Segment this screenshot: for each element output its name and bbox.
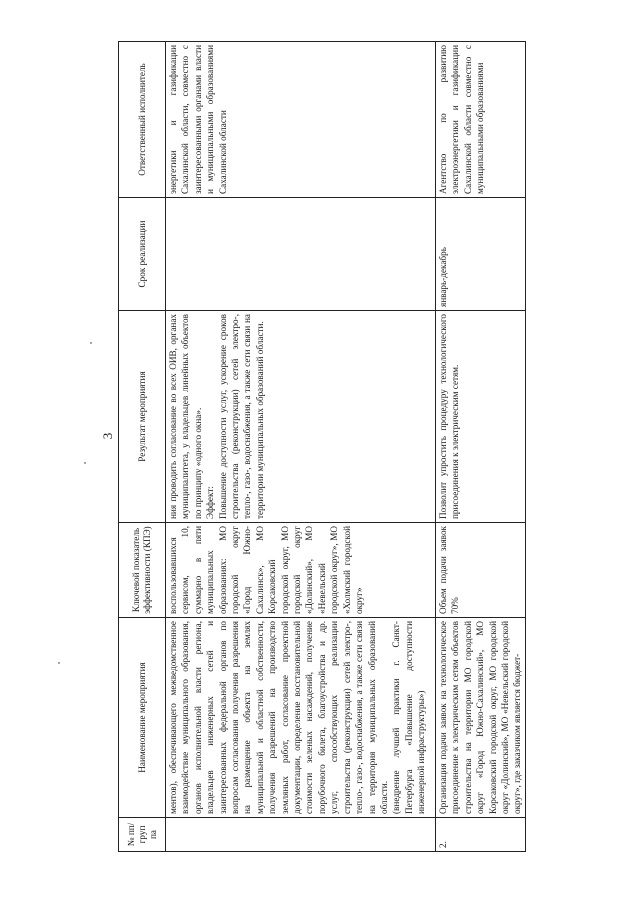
- table-row: [436, 42, 526, 852]
- header-responsible: Ответственный исполнитель: [119, 42, 166, 198]
- header-name: Наименование мероприятия: [119, 618, 166, 818]
- cell-result-effect-text: Повышение доступности услуг, ускорение сроков строительства (реконструкции) сетей электро-, тепло-, газо-, водоснабжения, а также сети связи на территории муниципальных образований области.: [217, 314, 265, 519]
- cell-name: [166, 618, 436, 818]
- header-kpi: Ключевой показатель эффективности (КПЭ): [119, 523, 166, 618]
- cell-result-effect-label: Эффект:: [205, 486, 216, 519]
- cell-responsible: энергетики и газификации Сахалинской области, совместно с заинтересованными органами власти и муниципальными образованиями Сахалинской области: [166, 42, 436, 198]
- cell-kpi: воспользовавшихся сервисом, 10, суммарно в пяти муниципальных образованиях: МО городской округ «Город Южно-Сахалинск», МО Корсаковский городской округ, МО городской округ «Долинский», МО «Невельский городской округ», МО «Холмский городской округ»: [166, 523, 436, 618]
- page-number: 3: [100, 432, 115, 440]
- cell-term: [166, 198, 436, 311]
- cell-name-note: (внедрение лучшей практики г. Санкт-Петербурга «Повышение доступности инженерной инфраструктуры»): [391, 621, 427, 814]
- cell-responsible: Агентство по развитию электроэнергетики и газификации Сахалинской области совместно с муниципальными образованиями: [436, 42, 526, 198]
- action-plan-table: [118, 41, 526, 852]
- header-num: № пп/ груп па: [119, 818, 166, 852]
- table-row: [166, 42, 436, 852]
- cell-result-text: ния проводить согласование во всех ОИВ, органах муниципалитета, у владельцев линейных объектов по принципу «одного окна».: [168, 314, 203, 519]
- cell-result: Позволит упростить процедуру технологического присоединения к электрическим сетям.: [436, 311, 526, 523]
- table-header-row: [119, 42, 166, 852]
- cell-num: [166, 818, 436, 852]
- header-result: Результат мероприятия: [119, 311, 166, 523]
- rotated-table-container: [118, 42, 523, 852]
- cell-name-text: ментов), обеспечивающего межведомственное взаимодействие муниципального образования, органов исполнительной власти региона, владельцев инженерных сетей и заинтересованных федеральной органов по вопросам согласования получения разрешения на размещение объекта на землях муниципальной и областной собственности, получения разрешений на производство земляных работ, согласование проектной документации, определение восстановительной стоимости зеленых насаждений, получение порубочного билета, благоустройства и др. услуг, способствующих реализации строительства (реконструкции) сетей электро-, тепло-, газо-, водоснабжения, а также сети связи на территория муниципальных образований области.: [168, 621, 389, 814]
- cell-result: [166, 311, 436, 523]
- cell-kpi: Объем подачи заявок 70%: [436, 523, 526, 618]
- cell-num: 2.: [436, 818, 526, 852]
- scan-speck: [84, 462, 86, 464]
- scan-speck: [58, 662, 60, 664]
- header-term: Срок реализации: [119, 198, 166, 311]
- cell-term: январь-декабрь: [436, 198, 526, 311]
- scan-speck: [90, 342, 92, 344]
- cell-name: Организация подачи заявок на технологическое присоединение к электрическим сетям объектов строительства на территории МО городской округ «Город Южно-Сахалинский», МО Корсаковский городской округ, МО городской округ «Долинский», МО «Невельский городской округ», где заказчиком является бюджет-: [436, 618, 526, 818]
